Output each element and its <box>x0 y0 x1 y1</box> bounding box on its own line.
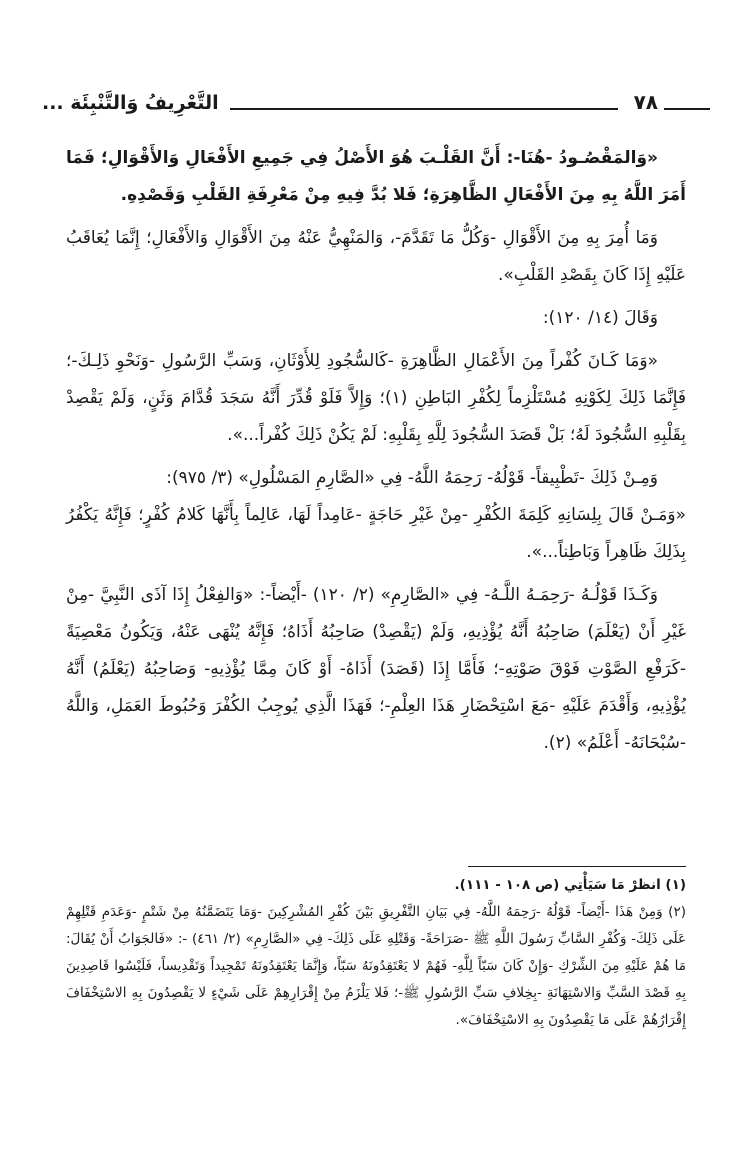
page-number: ٧٨ <box>633 90 658 114</box>
paragraph-quote-intent: «وَالمَقْصُـودُ -هُنَا-: أَنَّ القَلْـبَ هُوَ الأَصْلُ فِي جَمِيعِ الأَفْعَالِ وَالأَقْوَالِ؛ فَمَا أَمَرَ اللَّهُ بِهِ مِنَ الأَفْعَالِ الظَّاهِرَةِ؛ فَلا بُدَّ فِيهِ مِنْ مَعْرِفَةِ القَلْبِ وَقَصْدِهِ. <box>66 148 686 205</box>
paragraph-citation: وَقَالَ (١٤/ ١٢٠): <box>542 308 658 328</box>
paragraph-quote-kufr: «وَمَا كَـانَ كُفْراً مِنَ الأَعْمَالِ الظَّاهِرَةِ -كَالسُّجُودِ لِلأَوْثَانِ، وَسَبِّ الرَّسُولِ -وَنَحْوِ ذَلِـكَ-؛ فَإِنَّمَا ذَلِكَ لِكَوْنِهِ مُسْتَلْزِماً لِكُفْرِ البَاطِنِ (١)؛ وَإِلاَّ فَلَوْ قُدِّرَ أَنَّهُ سَجَدَ قُدَّامَ وَثَنٍ، وَلَمْ يَقْصِدْ بِقَلْبِهِ السُّجُودَ لَهُ؛ بَلْ قَصَدَ السُّجُودَ لِلَّهِ بِقَلْبِهِ: لَمْ يَكُنْ ذَلِكَ كُفْراً...». <box>66 351 686 445</box>
footnotes <box>66 872 686 1034</box>
paragraph-commands: وَمَا أُمِرَ بِهِ مِنَ الأَقْوَالِ -وَكُلُّ مَا تَقَدَّمَ-، وَالمَنْهِيُّ عَنْهُ مِنَ الأَقْوَالِ وَالأَفْعَالِ؛ إِنَّمَا يُعَاقَبُ عَلَيْهِ إِذَا كَانَ بِقَصْدِ القَلْبِ». <box>66 228 686 285</box>
running-title: التَّعْرِيفُ وَالتَّنْبِئَة ... <box>42 92 219 114</box>
header-rule <box>230 108 618 110</box>
header-rule-short <box>664 108 710 110</box>
footnote-1: (١) انظرْ مَا سَيَأْتِي (ص ١٠٨ - ١١١). <box>454 877 686 893</box>
footnote-2: (٢) وَمِنْ هَذَا -أَيْضاً- قَوْلُهُ -رَحِمَهُ اللَّهُ- فِي بَيَانِ التَّفْرِيقِ بَيْنَ كُفْرِ المُشْرِكِينَ -وَمَا يَتَضَمَّنُهُ مِنْ شَتْمٍ -وَعَدَمِ قَتْلِهِمْ عَلَى ذَلِكَ- وَكُفْرِ السَّابِّ رَسُولَ اللَّهِ ﷺ -صَرَاحَةً- وَقَتْلِهِ عَلَى ذَلِكَ- فِي «الصَّارِمِ» (٢/ ٤٦١) -: «فَالجَوَابُ أَنْ يُقَالَ: مَا هُمْ عَلَيْهِ مِنَ الشِّرْكِ -وَإِنْ كَانَ سَبّاً لِلَّهِ- فَهُمْ لا يَعْتَقِدُونَهُ سَبّاً، وَإِنَّمَا يَعْتَقِدُونَهُ تَمْجِيداً وَتَقْدِيساً، فَلَيْسُوا قَاصِدِينَ بِهِ قَصْدَ السَّبِّ وَالاسْتِهَانَةِ -بِخِلافِ سَبِّ الرَّسُولِ ﷺ-؛ فَلا يَلْزَمُ مِنْ إِقْرَارِهِمْ عَلَى شَيْءٍ لا يَقْصِدُونَ بِهِ الاسْتِخْفَافَ إِقْرَارُهُمْ عَلَى مَا يَقْصِدُونَ بِهِ الاسْتِخْفَافَ». <box>66 904 686 1028</box>
paragraph-application: وَمِـنْ ذَلِكَ -تَطْبِيقاً- قَوْلُهُ- رَحِمَهُ اللَّهُ- فِي «الصَّارِمِ المَسْلُولِ» (٣/ ٩٧٥): <box>166 468 658 488</box>
paragraph-quote-harm: وَكَـذَا قَوْلُـهُ -رَحِمَـهُ اللَّـهُ- فِي «الصَّارِمِ» (٢/ ١٢٠) -أَيْضاً-: «وَالفِعْلُ إِذَا آذَى النَّبِيَّ -مِنْ غَيْرِ أَنْ (يَعْلَمَ) صَاحِبُهُ أَنَّهُ يُؤْذِيهِ، وَلَمْ (يَقْصِدْ) صَاحِبُهُ أَذَاهُ؛ فَإِنَّهُ يُنْهَى عَنْهُ، وَيَكُونُ مَعْصِيَةً -كَرَفْعِ الصَّوْتِ فَوْقَ صَوْتِهِ-؛ فَأَمَّا إِذَا (قَصَدَ) أَذَاهُ- أَوْ كَانَ مِمَّا يُؤْذِيهِ- وَصَاحِبُهُ (يَعْلَمُ) أَنَّهُ يُؤْذِيهِ، وَأَقْدَمَ عَلَيْهِ -مَعَ اسْتِحْضَارِ هَذَا العِلْمِ-؛ فَهَذَا الَّذِي يُوجِبُ الكُفْرَ وَحُبُوطَ العَمَلِ، وَاللَّهُ -سُبْحَانَهُ- أَعْلَمُ» (٢). <box>66 585 686 753</box>
paragraph-quote-tongue: «وَمَـنْ قَالَ بِلِسَانِهِ كَلِمَةَ الكُفْرِ -مِنْ غَيْرِ حَاجَةٍ -عَامِداً لَهَا، عَالِماً بِأَنَّهَا كَلامُ كُفْرٍ؛ فَإِنَّهُ يَكْفُرُ بِذَلِكَ ظَاهِراً وَبَاطِناً...». <box>66 505 686 562</box>
main-text <box>66 140 686 762</box>
running-header <box>42 86 710 126</box>
footnote-separator <box>468 866 686 867</box>
